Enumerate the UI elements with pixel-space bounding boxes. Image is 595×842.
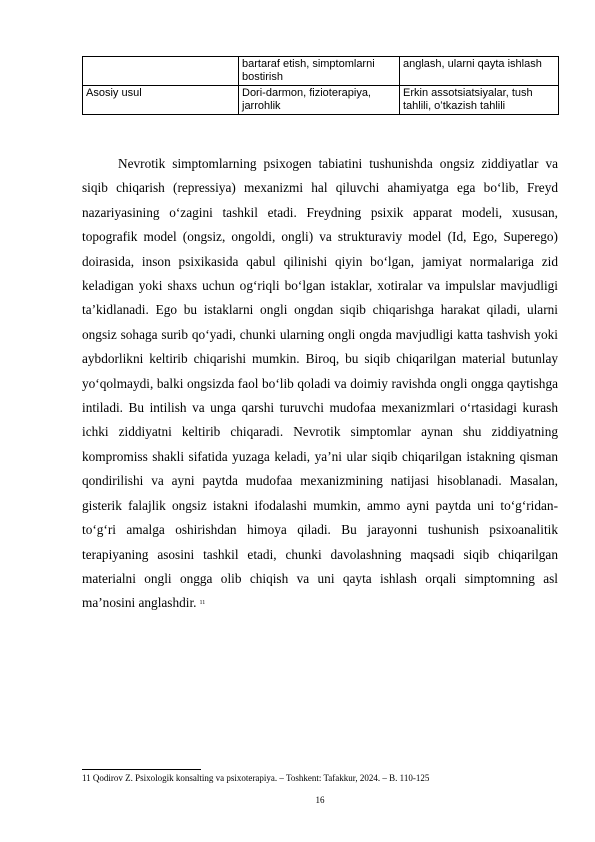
body-text [82,152,558,616]
table-cell: Erkin assotsiatsiyalar, tush tahlili, oʻtkazish tahlili [400,86,559,115]
table-cell: Asosiy usul [83,86,239,115]
table-cell: anglash, ularni qayta ishlash [400,57,559,86]
footnote-separator [82,769,201,770]
body-paragraph [82,152,558,616]
table-cell [83,57,239,86]
comparison-table [82,56,559,115]
table-row [83,86,559,115]
footnote-reference[interactable]: 11 [199,600,206,607]
table-cell: bartaraf etish, simptomlarni bostirish [239,57,400,86]
footnote: 11 Qodirov Z. Psixologik konsalting va psixoterapiya. – Toshkent: Tafakkur, 2024. – B. 110-125 [82,773,430,783]
table-row [83,57,559,86]
page-number: 16 [315,795,325,805]
paragraph-text: Nevrotik simptomlarning psixogen tabiatini tushunishda ongsiz ziddiyatlar va siqib chiqarish (repressiya) mexanizmi hal qiluvchi ahamiyatga ega boʻlib, Freyd nazariyasining oʻzagini tashkil etadi. Freydning psixik apparat modeli, xususan, topografik model (ongsiz, ongoldi, ongli) va strukturaviy model (Id, Ego, Superego) doirasida, inson psixikasida qabul qilinishi qiyin boʻlgan, jamiyat normalariga zid keladigan yoki shaxs uchun ogʻriqli boʻlgan istaklar, xotiralar va impulslar mavjudligi taʼkidlanadi. Ego bu istaklarni ongli ongdan siqib chiqarishga harakat qiladi, ularni ongsiz sohaga surib qoʻyadi, chunki ularning ongli ongda mavjudligi katta tashvish yoki aybdorlikni keltirib chiqarishi mumkin. Biroq, bu siqib chiqarilgan material butunlay yoʻqolmaydi, balki ongsizda faol boʻlib qoladi va doimiy ravishda ongli ongga qaytishga intiladi. Bu intilish va unga qarshi turuvchi mudofaa mexanizmlari oʻrtasidagi kurash ichki ziddiyatni keltirib chiqaradi. Nevrotik simptomlar aynan shu ziddiyatning kompromiss shakli sifatida yuzaga keladi, yaʼni ular siqib chiqarilgan istakning qisman qondirilishi va ayni paytda mudofaa mexanizmining natijasi hisoblanadi. Masalan, gisterik falajlik ongsiz istakni ifodalashi mumkin, ammo ayni paytda uni toʻgʻridan-toʻgʻri amalga oshirishdan himoya qiladi. Bu jarayonni tushunish psixoanalitik terapiyaning asosini tashkil etadi, chunki davolashning maqsadi siqib chiqarilgan materialni ongli ongga olib chiqish va uni qayta ishlash orqali simptomning asl maʼnosini anglashdir. [82,156,558,611]
table-cell: Dori-darmon, fizioterapiya, jarrohlik [239,86,400,115]
